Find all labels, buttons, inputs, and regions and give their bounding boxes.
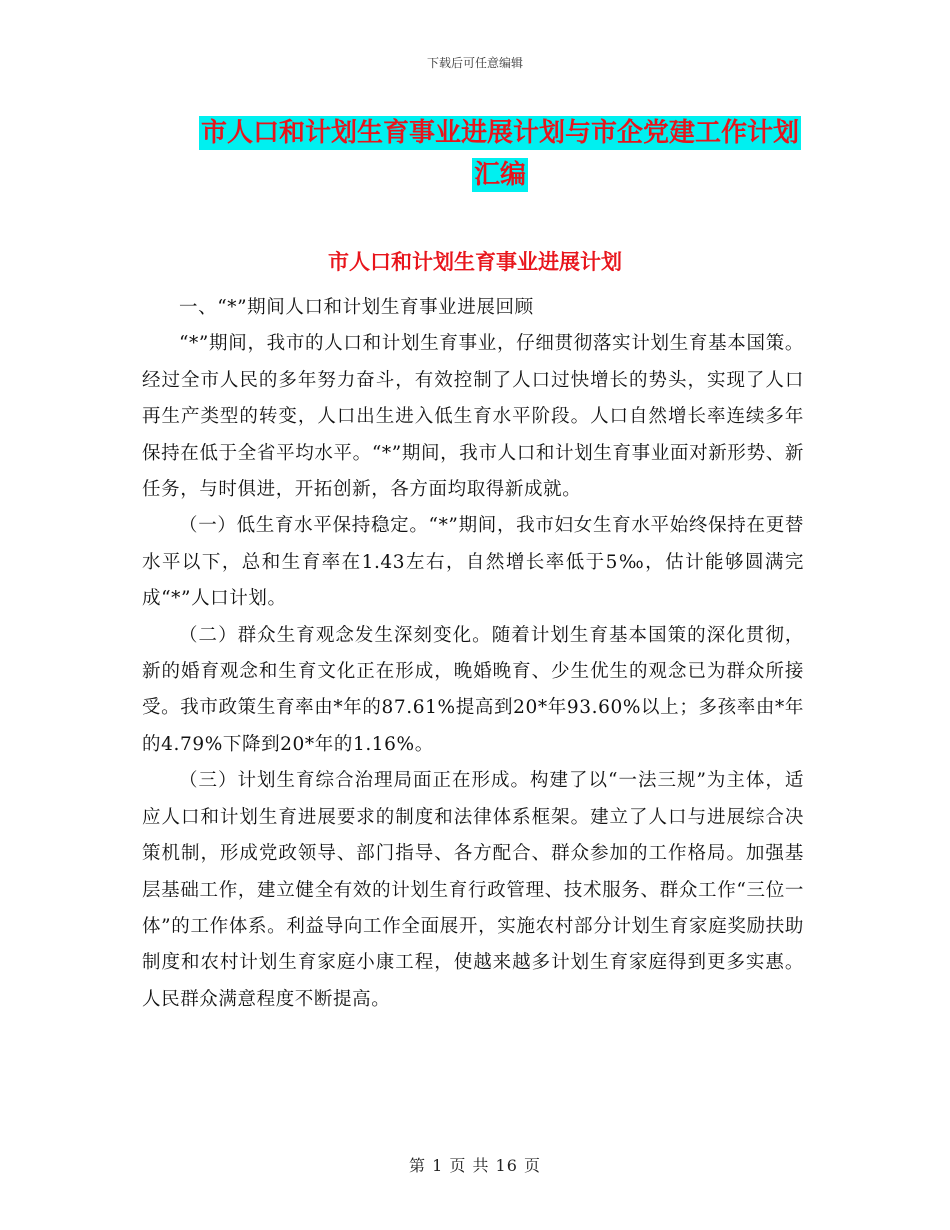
document-title-line-2 bbox=[140, 154, 860, 196]
document-body bbox=[142, 290, 804, 1018]
paragraph-heading: 一、“*”期间人口和计划生育事业进展回顾 bbox=[179, 297, 534, 318]
page-number-footer: 第 1 页 共 16 页 bbox=[409, 1156, 541, 1175]
document-title-line-1 bbox=[140, 112, 860, 154]
header-note: 下载后可任意编辑 bbox=[426, 56, 523, 70]
paragraph: （二）群众生育观念发生深刻变化。随着计划生育基本国策的深化贯彻，新的婚育观念和生育文化正在形成，晚婚晚育、少生优生的观念已为群众所接受。我市政策生育率由*年的87.61%提高到20*年93.60%以上；多孩率由*年的4.79%下降到20*年的1.16%。 bbox=[142, 624, 804, 755]
title-highlight: 市人口和计划生育事业进展计划与市企党建工作计划 bbox=[200, 118, 799, 148]
paragraph: “*”期间，我市的人口和计划生育事业，仔细贯彻落实计划生育基本国策。经过全市人民的多年努力奋斗，有效控制了人口过快增长的势头，实现了人口再生产类型的转变，人口出生进入低生育水平阶段。人口自然增长率连续多年保持在低于全省平均水平。“*”期间，我市人口和计划生育事业面对新形势、新任务，与时俱进，开拓创新，各方面均取得新成就。 bbox=[142, 333, 804, 501]
paragraph: （一）低生育水平保持稳定。“*”期间，我市妇女生育水平始终保持在更替水平以下，总和生育率在1.43左右，自然增长率低于5‰，估计能够圆满完成“*”人口计划。 bbox=[142, 515, 804, 610]
title-highlight: 汇编 bbox=[473, 160, 526, 190]
section-title: 市人口和计划生育事业进展计划 bbox=[328, 250, 622, 274]
paragraph: （三）计划生育综合治理局面正在形成。构建了以“一法三规”为主体，适应人口和计划生育进展要求的制度和法律体系框架。建立了人口与进展综合决策机制，形成党政领导、部门指导、各方配合、群众参加的工作格局。加强基层基础工作，建立健全有效的计划生育行政管理、技术服务、群众工作“三位一体”的工作体系。利益导向工作全面展开，实施农村部分计划生育家庭奖励扶助制度和农村计划生育家庭小康工程，使越来越多计划生育家庭得到更多实惠。人民群众满意程度不断提高。 bbox=[142, 770, 804, 1010]
